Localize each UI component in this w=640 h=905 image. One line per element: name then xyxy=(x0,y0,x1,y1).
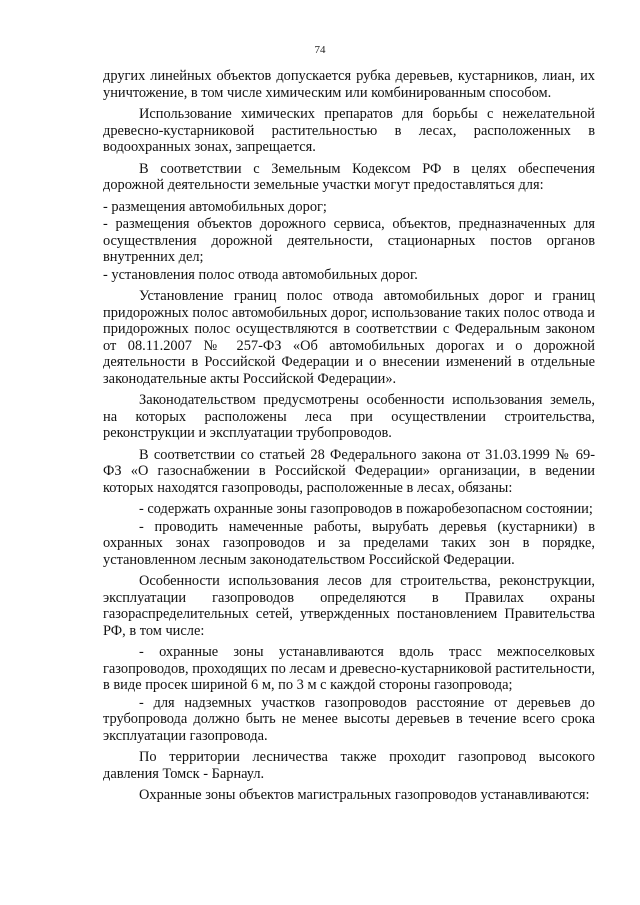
list-item-7: - для надземных участков газопроводов расстояние от деревьев до трубопровода должно быть не менее высоты деревьев в течение всего срока эксплуатации газопровода. xyxy=(103,694,595,744)
list-item-5: - проводить намеченные работы, вырубать деревья (кустарники) в охранных зонах газопроводов и за пределами таких зон в порядке, установленном лесным законодательством Российской Федерации. xyxy=(103,518,595,568)
list-item-3: - установления полос отвода автомобильных дорог. xyxy=(103,266,418,283)
body-text xyxy=(103,68,595,809)
list-item-1: - размещения автомобильных дорог; xyxy=(103,198,327,215)
paragraph-3: В соответствии с Земельным Кодексом РФ в целях обеспечения дорожной деятельности земельные участки могут предоставляться для: xyxy=(103,160,595,193)
paragraph-4: Установление границ полос отвода автомобильных дорог и границ придорожных полос автомобильных дорог, использование таких полос отвода и придорожных полос осуществляются в соответствии с Федеральным законом от 08.11.2007 № 257-ФЗ «Об автомобильных дорогах и о дорожной деятельности в Российской Федерации и о внесении изменений в отдельные законодательные акты Российской Федерации». xyxy=(103,288,595,387)
page-number: 74 xyxy=(314,44,326,56)
paragraph-6: В соответствии со статьей 28 Федерального закона от 31.03.1999 № 69-ФЗ «О газоснабжении в Российской Федерации» организации, в ведении которых находятся газопроводы, расположенные в лесах, обязаны: xyxy=(103,446,595,496)
paragraph-5: Законодательством предусмотрены особенности использования земель, на которых расположены леса при осуществлении строительства, реконструкции и эксплуатации трубопроводов. xyxy=(103,392,595,441)
paragraph-8: По территории лесничества также проходит газопровод высокого давления Томск - Барнаул. xyxy=(103,749,595,782)
paragraph-1: других линейных объектов допускается рубка деревьев, кустарников, лиан, их уничтожение, в том числе химическим или комбинированным способом. xyxy=(103,68,595,101)
paragraph-7: Особенности использования лесов для строительства, реконструкции, эксплуатации газопроводов определяются в Правилах охраны газораспределительных сетей, утвержденных постановлением Правительства РФ, в том числе: xyxy=(103,573,595,639)
list-item-2: - размещения объектов дорожного сервиса, объектов, предназначенных для осуществления дорожной деятельности, стационарных постов органов внутренних дел; xyxy=(103,216,595,265)
list-item-6: - охранные зоны устанавливаются вдоль трасс межпоселковых газопроводов, проходящих по лесам и древесно-кустарниковой растительности, в виде просек шириной 6 м, по 3 м с каждой стороны газопровода; xyxy=(103,644,595,693)
paragraph-2: Использование химических препаратов для борьбы с нежелательной древесно-кустарниковой растительностью в лесах, расположенных в водоохранных зонах, запрещается. xyxy=(103,106,595,155)
paragraph-9: Охранные зоны объектов магистральных газопроводов устанавливаются: xyxy=(139,787,590,803)
list-item-4: - содержать охранные зоны газопроводов в пожаробезопасном состоянии; xyxy=(139,501,593,517)
